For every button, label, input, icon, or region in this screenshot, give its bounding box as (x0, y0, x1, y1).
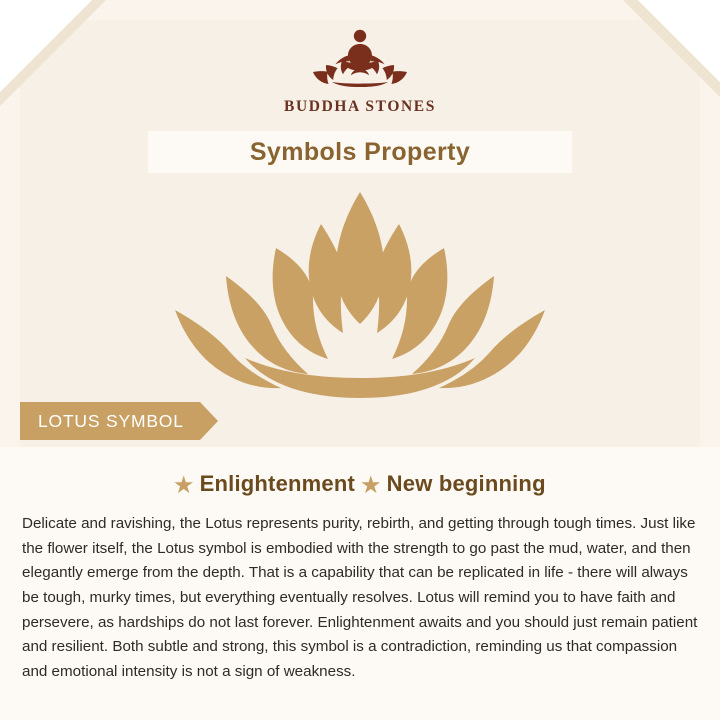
headline (0, 447, 720, 498)
body-paragraph: Delicate and ravishing, the Lotus represents purity, rebirth, and getting through tough times. Just like the flower itself, the Lotus symbol is embodied with the strength to go past the mud, water, and then elegantly emerge from the depth. That is a capability that can be replicated in life - there will always be tough, murky times, but everything eventually resolves. Lotus will remind you to have faith and persevere, as hardships do not last forever. Enlightenment awaits and you should just remain patient and resilient. Both subtle and strong, this symbol is a contradiction, reminding us that compassion and emotional intensity is not a sign of weakness. (22, 515, 698, 680)
star-left-icon: ★ (174, 474, 194, 497)
headline-part-two: New beginning (386, 471, 546, 496)
lotus-flower-illustration (125, 188, 595, 403)
title-banner (148, 131, 572, 173)
brand-block (0, 22, 720, 116)
headline-part-one: Enlightenment (199, 471, 356, 496)
ribbon-tail (200, 402, 218, 440)
star-middle-icon: ★ (361, 474, 381, 497)
description-panel (0, 447, 720, 720)
brand-name: BUDDHA STONES (284, 98, 436, 115)
page-title: Symbols Property (249, 137, 471, 166)
ribbon-body (20, 402, 200, 440)
ribbon-label: LOTUS SYMBOL (38, 410, 184, 431)
lotus-symbol-ribbon (20, 402, 218, 440)
buddha-meditation-lotus-icon (285, 22, 435, 94)
